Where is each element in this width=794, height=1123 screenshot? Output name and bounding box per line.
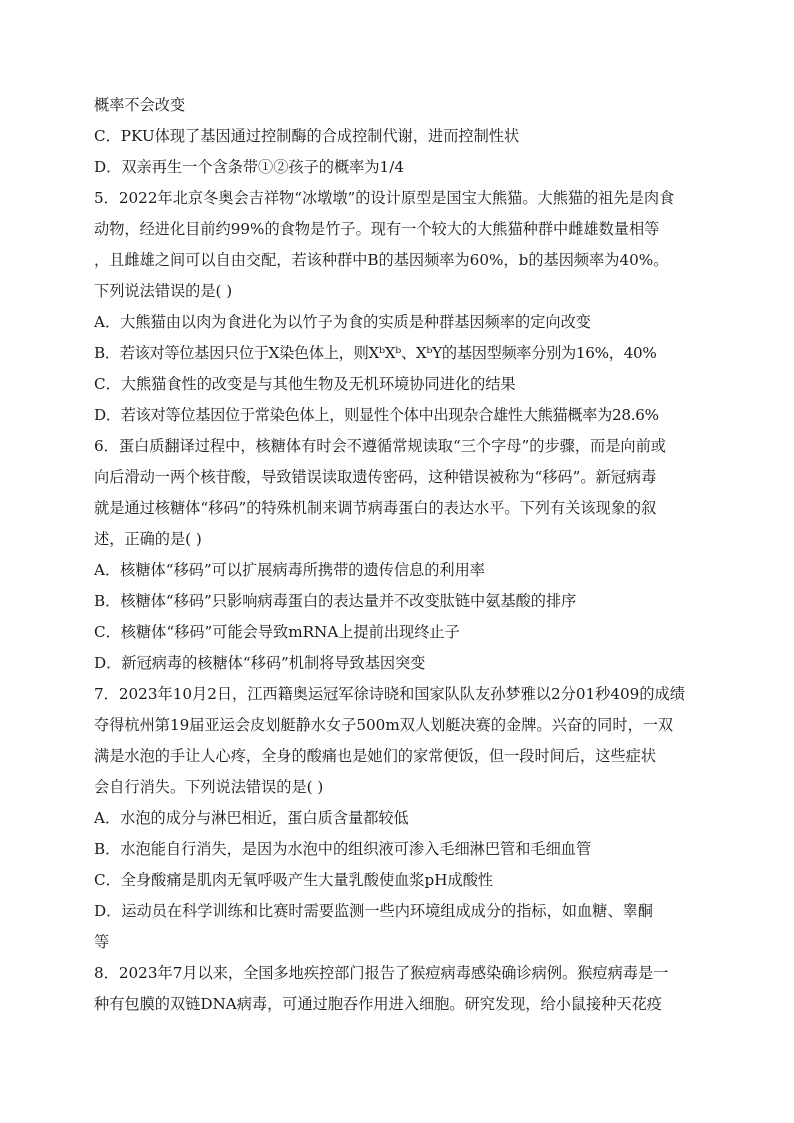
text-line: 等: [94, 933, 110, 951]
text-line: 概率不会改变: [94, 96, 186, 114]
text-line: 5．2022年北京冬奥会吉祥物“冰墩墩”的设计原型是国宝大熊猫。大熊猫的祖先是肉食: [94, 189, 675, 207]
text-line: 7．2023年10月2日，江西籍奥运冠军徐诗晓和国家队队友孙梦雅以2分01秒409的成绩: [94, 685, 685, 703]
text-line: D．若该对等位基因位于常染色体上，则显性个体中出现杂合雄性大熊猫概率为28.6%: [94, 406, 659, 424]
text-line: B．核糖体“移码”只影响病毒蛋白的表达量并不改变肽链中氨基酸的排序: [94, 592, 577, 610]
text-line: D．运动员在科学训练和比赛时需要监测一些内环境组成成分的指标，如血糖、睾酮: [94, 902, 653, 920]
text-line: 会自行消失。下列说法错误的是( ): [94, 778, 324, 796]
text-line: C．PKU体现了基因通过控制酶的合成控制代谢，进而控制性状: [94, 127, 520, 145]
text-line: 8．2023年7月以来，全国多地疾控部门报告了猴痘病毒感染确诊病例。猴痘病毒是一: [94, 964, 669, 982]
text-line: 向后滑动一两个核苷酸，导致错误读取遗传密码，这种错误被称为“移码”。新冠病毒: [94, 468, 657, 486]
text-line: ，且雌雄之间可以自由交配，若该种群中B的基因频率为60%，b的基因频率为40%。: [94, 251, 669, 269]
text-line: D．新冠病毒的核糖体“移码”机制将导致基因突变: [94, 654, 426, 672]
text-line: A．大熊猫由以肉为食进化为以竹子为食的实质是种群基因频率的定向改变: [94, 313, 591, 331]
text-line: A．核糖体“移码”可以扩展病毒所携带的遗传信息的利用率: [94, 561, 485, 579]
text-line: C．大熊猫食性的改变是与其他生物及无机环境协同进化的结果: [94, 375, 516, 393]
text-line: B．若该对等位基因只位于X染色体上，则XᵇXᵇ、XᵇY的基因型频率分别为16%，40%: [94, 344, 657, 362]
text-line: 6．蛋白质翻译过程中，核糖体有时会不遵循常规读取“三个字母”的步骤，而是向前或: [94, 437, 666, 455]
text-line: 述，正确的是( ): [94, 530, 202, 548]
text-line: 夺得杭州第19届亚运会皮划艇静水女子500m双人划艇决赛的金牌。兴奋的同时，一双: [94, 716, 674, 734]
text-line: 下列说法错误的是( ): [94, 282, 233, 300]
text-line: 就是通过核糖体“移码”的特殊机制来调节病毒蛋白的表达水平。下列有关该现象的叙: [94, 499, 657, 517]
text-line: C．全身酸痛是肌肉无氧呼吸产生大量乳酸使血浆pH成酸性: [94, 871, 494, 889]
text-line: 满是水泡的手让人心疼，全身的酸痛也是她们的家常便饭，但一段时间后，这些症状: [94, 747, 656, 765]
text-line: C．核糖体“移码”可能会导致mRNA上提前出现终止子: [94, 623, 460, 641]
text-line: 动物，经进化目前约99%的食物是竹子。现有一个较大的大熊猫种群中雌雄数量相等: [94, 220, 660, 238]
text-line: D．双亲再生一个含条带①②孩子的概率为1/4: [94, 158, 404, 176]
text-line: B．水泡能自行消失，是因为水泡中的组织液可渗入毛细淋巴管和毛细血管: [94, 840, 592, 858]
text-line: 种有包膜的双链DNA病毒，可通过胞吞作用进入细胞。研究发现，给小鼠接种天花疫: [94, 995, 662, 1013]
text-line: A．水泡的成分与淋巴相近，蛋白质含量都较低: [94, 809, 409, 827]
